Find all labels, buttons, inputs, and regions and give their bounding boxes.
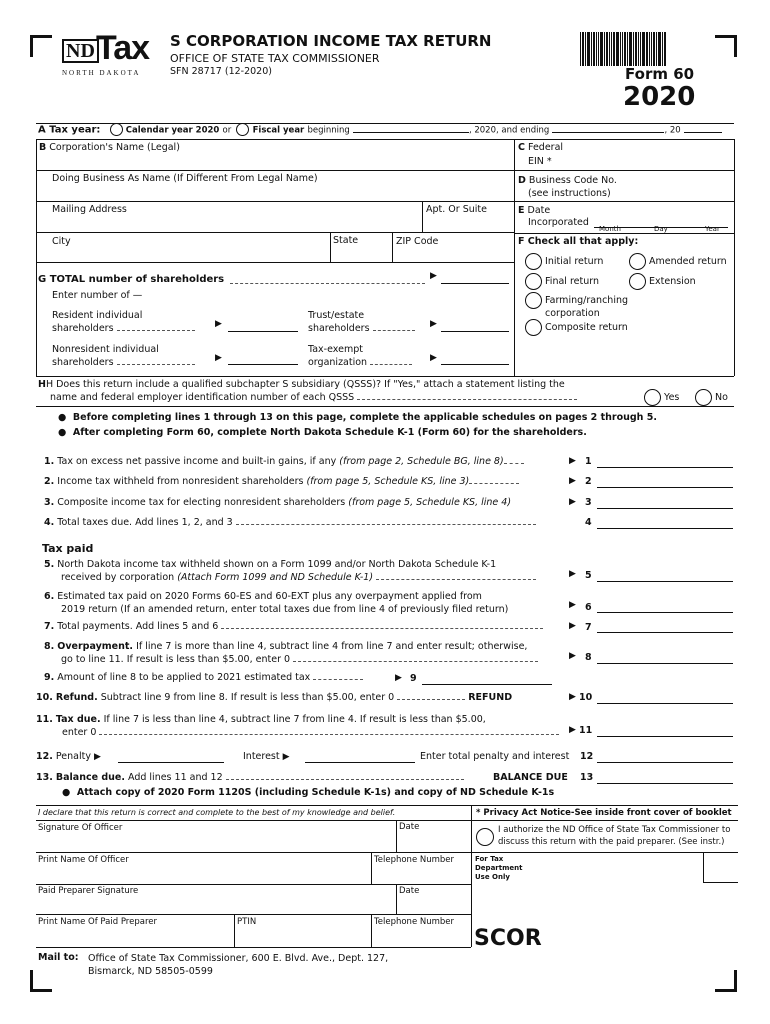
total-shareholders-field[interactable]: [441, 283, 509, 284]
tax-exempt-label: Tax-exempt organization: [308, 343, 412, 369]
dba-label: Doing Business As Name (If Different From Legal Name): [52, 173, 318, 184]
see-instructions: (see instructions): [528, 188, 611, 199]
initial-return-option[interactable]: Initial return: [525, 253, 603, 270]
enter-number-label: Enter number of —: [52, 290, 143, 301]
sfn-number: SFN 28717 (12-2020): [170, 66, 272, 77]
total-penalty-label: Enter total penalty and interest: [420, 751, 570, 762]
nd-tax-logo: [62, 29, 154, 79]
balance-due-label: BALANCE DUE: [493, 772, 568, 783]
line-6-amount[interactable]: [597, 612, 733, 613]
penalty-amount[interactable]: [118, 762, 224, 763]
line-8: 8. Overpayment. If line 7 is more than line 4, subtract line 4 from line 7 and enter result; otherwise, go to line 11. If result is less than $5.00, enter 0: [44, 640, 538, 666]
form-title: S CORPORATION INCOME TAX RETURN: [170, 32, 492, 50]
print-officer-label: Print Name Of Officer: [38, 855, 129, 865]
qsss-yes-radio[interactable]: [644, 389, 661, 406]
date-incorporated-label: E Date: [518, 205, 551, 216]
interest-label: Interest ▶: [243, 751, 290, 762]
line-7-amount[interactable]: [597, 632, 733, 633]
farming-option[interactable]: Farming/ranching corporation: [525, 292, 628, 319]
line-1-amount[interactable]: [597, 467, 733, 468]
state-label: State: [333, 235, 359, 246]
final-return-option[interactable]: Final return: [525, 273, 599, 290]
qsss-no-option[interactable]: No: [695, 389, 728, 406]
ein-label: EIN *: [528, 156, 552, 167]
note-k1: ● After completing Form 60, complete North Dakota Schedule K-1 (Form 60) for the shareholders.: [58, 427, 587, 438]
trust-shareholders-field[interactable]: [441, 331, 509, 332]
logo-subtitle: NORTH DAKOTA: [62, 69, 141, 77]
line-12: 12. Penalty ▶: [36, 751, 101, 762]
officer-date-label: Date: [399, 822, 420, 832]
authorize-radio[interactable]: [476, 828, 494, 846]
signature-officer-field[interactable]: [37, 834, 395, 852]
privacy-notice: * Privacy Act Notice-See inside front cover of booklet: [476, 808, 732, 818]
line-13: 13. Balance due. Add lines 11 and 12: [36, 772, 464, 783]
zip-code-label: ZIP Code: [396, 236, 439, 247]
tax-year-label: A Tax year:: [38, 124, 101, 136]
incorporated-label: Incorporated: [528, 217, 589, 228]
composite-return-option[interactable]: Composite return: [525, 319, 628, 336]
day-label: Day: [654, 225, 668, 233]
farming-radio[interactable]: [525, 292, 542, 309]
nonresident-shareholders-field[interactable]: [228, 364, 298, 365]
line-8-amount[interactable]: [597, 663, 733, 664]
apt-suite-label: Apt. Or Suite: [426, 204, 487, 215]
tax-year: 2020: [623, 82, 696, 112]
line-10: 10. Refund. Subtract line 9 from line 8. If result is less than $5.00, enter 0 REFUND: [36, 692, 513, 703]
amended-return-radio[interactable]: [629, 253, 646, 270]
final-return-radio[interactable]: [525, 273, 542, 290]
qsss-yes-option[interactable]: Yes: [644, 389, 679, 406]
line-9: 9. Amount of line 8 to be applied to 2021 estimated tax: [44, 672, 363, 683]
paid-preparer-sig-label: Paid Preparer Signature: [38, 886, 139, 896]
mailing-address-label: Mailing Address: [52, 204, 127, 215]
initial-return-radio[interactable]: [525, 253, 542, 270]
signature-officer-label: Signature Of Officer: [38, 823, 123, 833]
business-code-label: D Business Code No.: [518, 175, 617, 186]
amended-return-option[interactable]: Amended return: [629, 253, 727, 270]
total-shareholders-label: G TOTAL number of shareholders: [38, 274, 225, 285]
qsss-question: HH Does this return include a qualified subchapter S subsidiary (QSSS)? If "Yes," attach a statement listing the name and federal employer identification number of each QSSS: [38, 378, 577, 404]
fiscal-begin-field[interactable]: [353, 132, 469, 133]
corp-name-label: B Corporation's Name (Legal): [39, 142, 180, 153]
authorize-option[interactable]: I authorize the ND Office of State Tax Commissioner to discuss this return with the paid preparer. (See instr.): [476, 824, 730, 848]
office-name: OFFICE OF STATE TAX COMMISSIONER: [170, 52, 380, 65]
section-a: A Tax year: Calendar year 2020 or Fiscal year beginning , 2020, and ending , 20: [38, 123, 722, 136]
print-preparer-label: Print Name Of Paid Preparer: [38, 917, 157, 927]
line-11: 11. Tax due. If line 7 is less than line 4, subtract line 7 from line 4. If result is less than $5.00, enter 0: [36, 713, 559, 739]
declaration: I declare that this return is correct and complete to the best of my knowledge and belief.: [38, 808, 396, 817]
nonresident-shareholders-label: Nonresident individual shareholders: [52, 343, 195, 369]
line-2-amount[interactable]: [597, 487, 733, 488]
officer-telephone-label: Telephone Number: [374, 855, 455, 865]
corner-mark-bottom-left: [30, 970, 52, 992]
check-all-label: F Check all that apply:: [518, 236, 639, 247]
line-4-amount[interactable]: [597, 528, 733, 529]
calendar-year-radio[interactable]: [110, 123, 123, 136]
preparer-telephone-label: Telephone Number: [374, 917, 455, 927]
interest-amount[interactable]: [305, 762, 415, 763]
fiscal-year-radio[interactable]: [236, 123, 249, 136]
mail-to-label: Mail to:: [38, 952, 79, 963]
barcode: [580, 32, 667, 66]
trust-shareholders-label: Trust/estate shareholders: [308, 309, 415, 335]
line-9-amount[interactable]: [422, 684, 552, 685]
corner-mark-bottom-right: [715, 970, 737, 992]
line-2: 2. Income tax withheld from nonresident shareholders (from page 5, Schedule KS, line 3): [44, 476, 519, 487]
tax-paid-heading: Tax paid: [42, 542, 94, 555]
line-12-amount[interactable]: [597, 762, 733, 763]
ptin-label: PTIN: [237, 917, 257, 927]
month-label: Month: [599, 225, 621, 233]
federal-ein-label: C Federal: [518, 142, 564, 153]
qsss-no-radio[interactable]: [695, 389, 712, 406]
for-tax-dept: For Tax Department Use Only: [475, 855, 523, 881]
calendar-year-label: Calendar year 2020: [125, 125, 220, 136]
city-label: City: [52, 236, 71, 247]
line-7: 7. Total payments. Add lines 5 and 6: [44, 621, 543, 632]
fiscal-end-year-field[interactable]: [684, 132, 722, 133]
line-3: 3. Composite income tax for electing nonresident shareholders (from page 5, Schedule KS, line 4): [44, 497, 512, 508]
extension-option[interactable]: Extension: [629, 273, 696, 290]
preparer-date-label: Date: [399, 886, 420, 896]
fiscal-end-field[interactable]: [552, 132, 664, 133]
line-5-amount[interactable]: [597, 581, 733, 582]
composite-return-radio[interactable]: [525, 319, 542, 336]
mail-address: Office of State Tax Commissioner, 600 E. Blvd. Ave., Dept. 127, Bismarck, ND 58505-0599: [88, 953, 389, 977]
resident-shareholders-field[interactable]: [228, 331, 298, 332]
corner-mark-top-left: [30, 35, 52, 57]
line-6: 6. Estimated tax paid on 2020 Forms 60-ES and 60-EXT plus any overpayment applied from 2019 return (If an amended return, enter total taxes due from line 4 of previously filed return): [44, 591, 509, 615]
logo-nd: ND: [62, 39, 99, 63]
form-number: Form 60: [625, 65, 695, 83]
fiscal-year-label: Fiscal year: [252, 125, 305, 136]
extension-radio[interactable]: [629, 273, 646, 290]
year-label: Year: [705, 225, 720, 233]
line-11-amount[interactable]: [597, 736, 733, 737]
line-4: 4. Total taxes due. Add lines 1, 2, and 3: [44, 517, 536, 528]
note-schedules: ● Before completing lines 1 through 13 on this page, complete the applicable schedules on pages 2 through 5.: [58, 412, 657, 423]
line-13-amount[interactable]: [597, 783, 733, 784]
line-10-amount[interactable]: [597, 703, 733, 704]
logo-tax: Tax: [96, 29, 150, 67]
tax-exempt-field[interactable]: [441, 364, 509, 365]
attach-note: ● Attach copy of 2020 Form 1120S (including Schedule K-1s) and copy of ND Schedule K-1s: [62, 787, 555, 798]
resident-shareholders-label: Resident individual shareholders: [52, 309, 195, 335]
line-1: 1. Tax on excess net passive income and built-in gains, if any (from page 2, Schedule BG, line 8): [44, 456, 524, 467]
scor-label: SCOR: [474, 926, 542, 951]
line-3-amount[interactable]: [597, 508, 733, 509]
corner-mark-top-right: [715, 35, 737, 57]
line-5: 5. North Dakota income tax withheld shown on a Form 1099 and/or North Dakota Schedule K-1 received by corporation (Attach Form 1099 and ND Schedule K-1): [44, 558, 536, 584]
